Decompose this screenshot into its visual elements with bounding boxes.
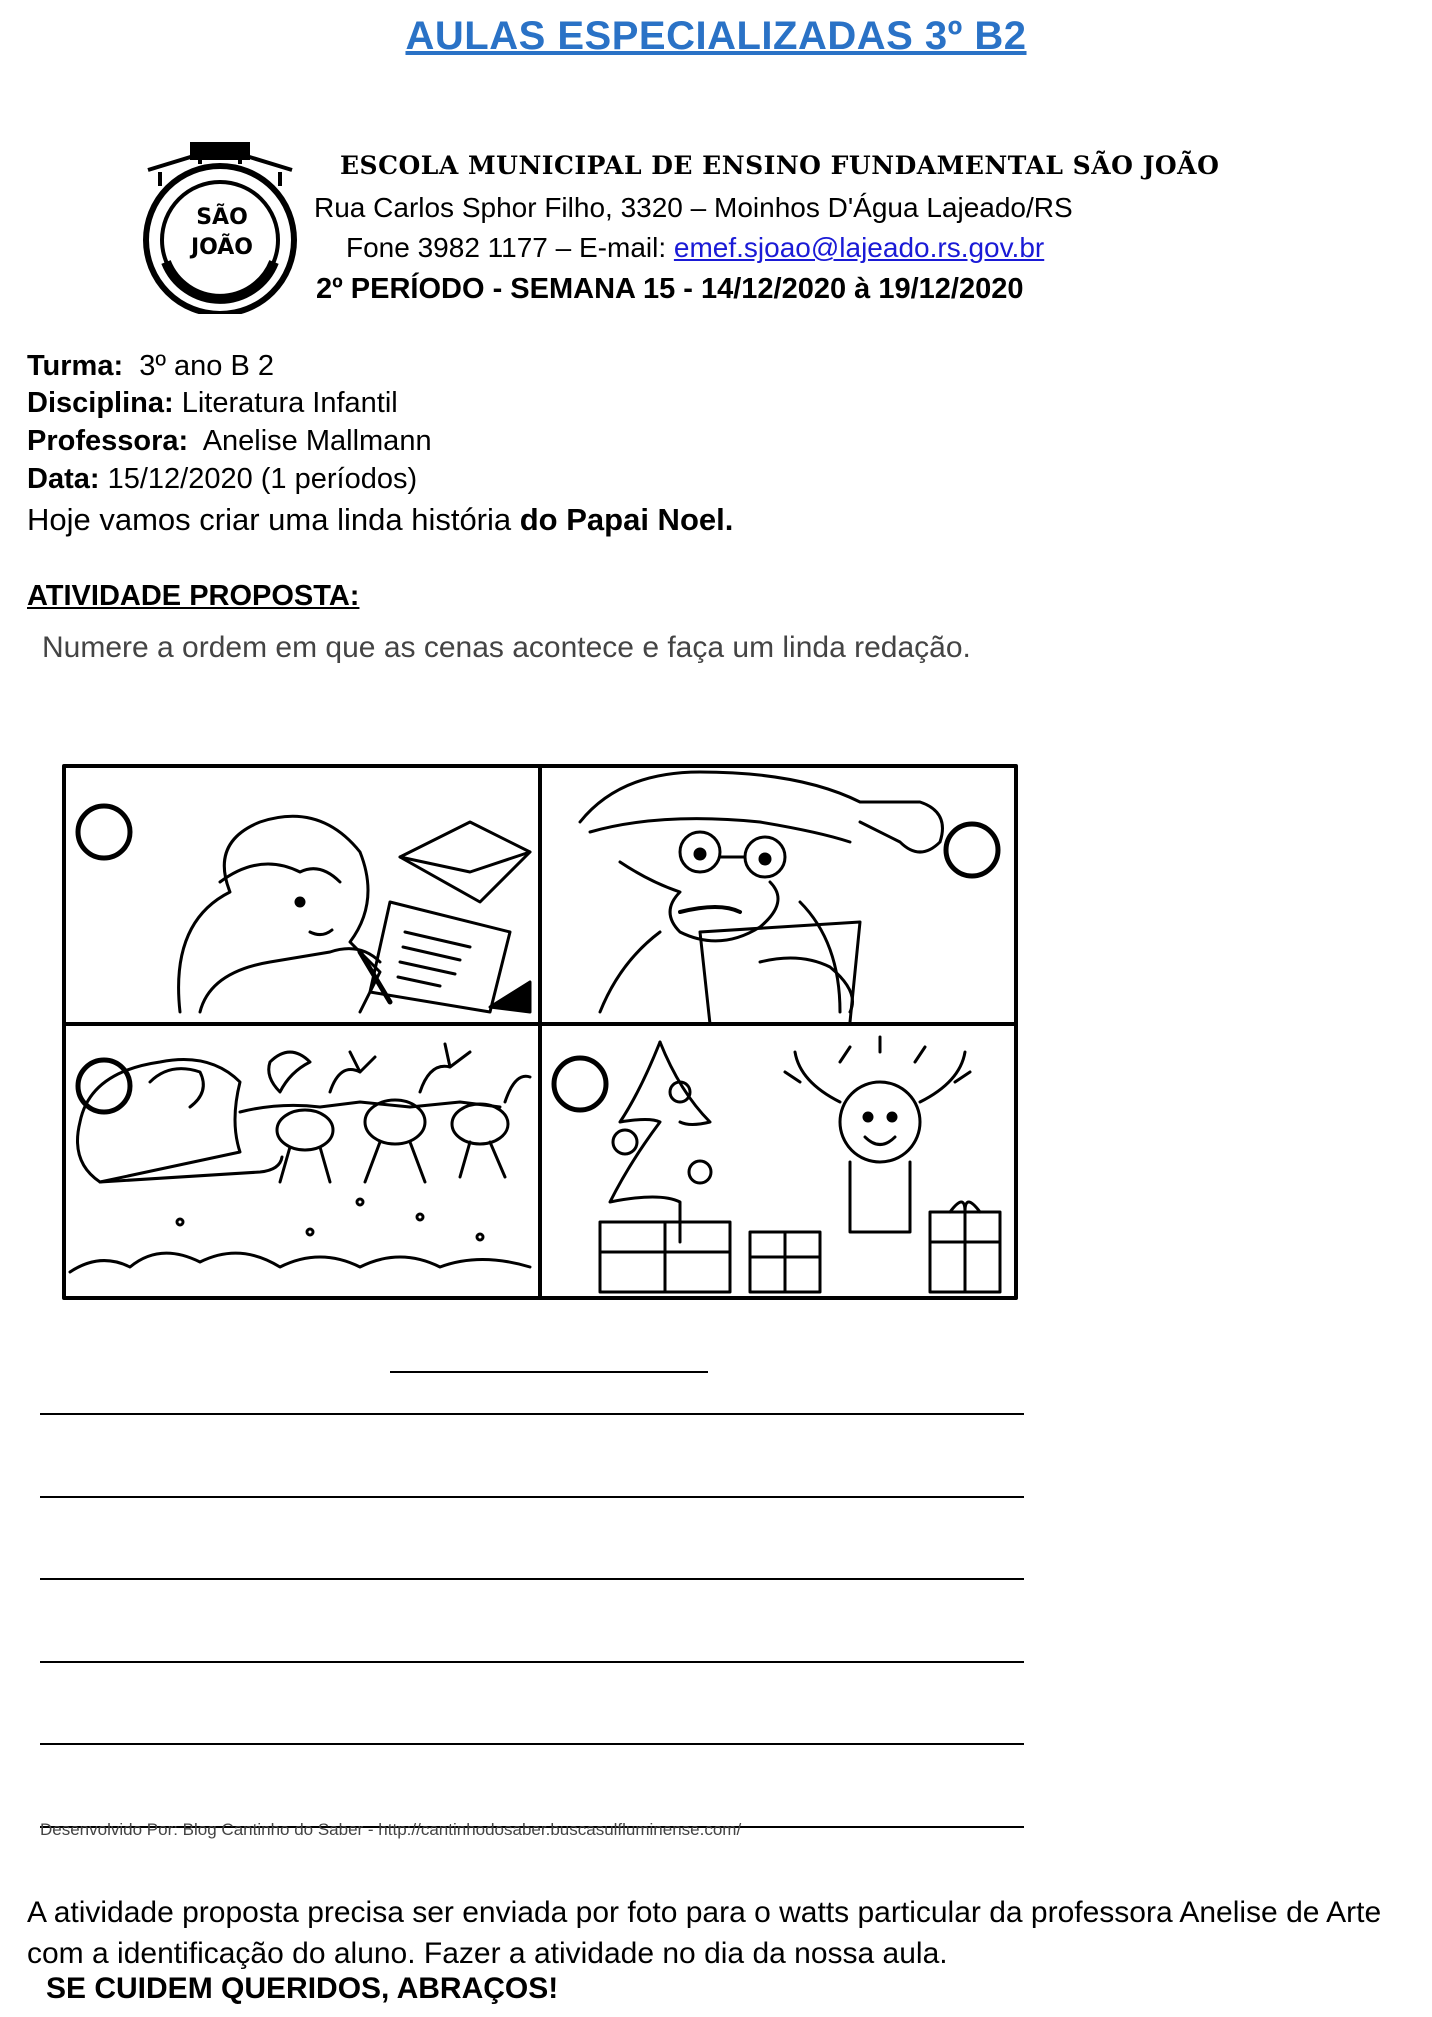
- writing-line[interactable]: [40, 1413, 1024, 1415]
- logo-text-top: SÃO: [196, 205, 248, 230]
- turma-label: Turma:: [27, 350, 124, 382]
- school-address: Rua Carlos Sphor Filho, 3320 – Moinhos D'Água Lajeado/RS: [314, 192, 1073, 223]
- school-name: ESCOLA MUNICIPAL DE ENSINO FUNDAMENTAL SÃO JOÃO: [340, 151, 1220, 180]
- professora-value: Anelise Mallmann: [202, 425, 432, 457]
- activity-credit: Desenvolvido Por: Blog Cantinho do Saber - http://cantinhodosaber.buscasulfluminense.com/: [40, 1820, 742, 1839]
- logo-text-bottom: JOÃO: [190, 235, 254, 260]
- activity-heading: ATIVIDADE PROPOSTA:: [27, 580, 360, 612]
- scene-4-number-circle[interactable]: [554, 1058, 606, 1110]
- school-logo: [130, 142, 310, 314]
- disciplina-value: Literatura Infantil: [181, 387, 398, 419]
- disciplina-label: Disciplina:: [27, 387, 174, 419]
- title-writing-line[interactable]: [390, 1371, 708, 1373]
- scene-2-number-circle[interactable]: [946, 824, 998, 876]
- story-scenes-figure: [60, 762, 1020, 1302]
- document-title: AULAS ESPECIALIZADAS 3º B2: [405, 14, 1027, 58]
- turma-value: 3º ano B 2: [139, 350, 275, 382]
- scene-boy-writing-letter: [78, 806, 530, 1012]
- disciplina-row: [27, 387, 398, 420]
- professora-row: [27, 425, 432, 458]
- writing-line[interactable]: [40, 1743, 1024, 1745]
- turma-row: [27, 350, 274, 383]
- scene-child-with-gifts: [554, 1037, 1000, 1292]
- data-value: 15/12/2020 (1 períodos): [107, 463, 418, 495]
- footer-closing: SE CUIDEM QUERIDOS, ABRAÇOS!: [46, 1972, 559, 2005]
- email-link[interactable]: emef.sjoao@lajeado.rs.gov.br: [673, 232, 1045, 263]
- writing-line[interactable]: [40, 1661, 1024, 1663]
- footer-text: A atividade proposta precisa ser enviada por foto para o watts particular da professora Anelise de Arte com a identificação do aluno. Fazer a atividade no dia da nossa aula.: [27, 1896, 1382, 1970]
- school-contact: [346, 232, 1044, 264]
- data-label: Data:: [27, 463, 100, 495]
- intro-bold: do Papai Noel.: [519, 502, 734, 537]
- scene-1-number-circle[interactable]: [78, 806, 130, 858]
- data-row: [27, 463, 417, 496]
- writing-line[interactable]: [40, 1496, 1024, 1498]
- writing-line[interactable]: [40, 1578, 1024, 1580]
- scene-santa-reading-letter: [580, 772, 998, 1024]
- scene-santa-sleigh-reindeer: [70, 1044, 530, 1272]
- activity-instruction: Numere a ordem em que as cenas acontece e faça um linda redação.: [42, 631, 971, 664]
- professora-label: Professora:: [27, 425, 189, 457]
- intro-text: [27, 502, 733, 538]
- intro-plain: Hoje vamos criar uma linda história: [27, 502, 520, 537]
- period-line: 2º PERÍODO - SEMANA 15 - 14/12/2020 à 19/12/2020: [316, 273, 1024, 305]
- phone-label: Fone 3982 1177 – E-mail:: [346, 232, 674, 263]
